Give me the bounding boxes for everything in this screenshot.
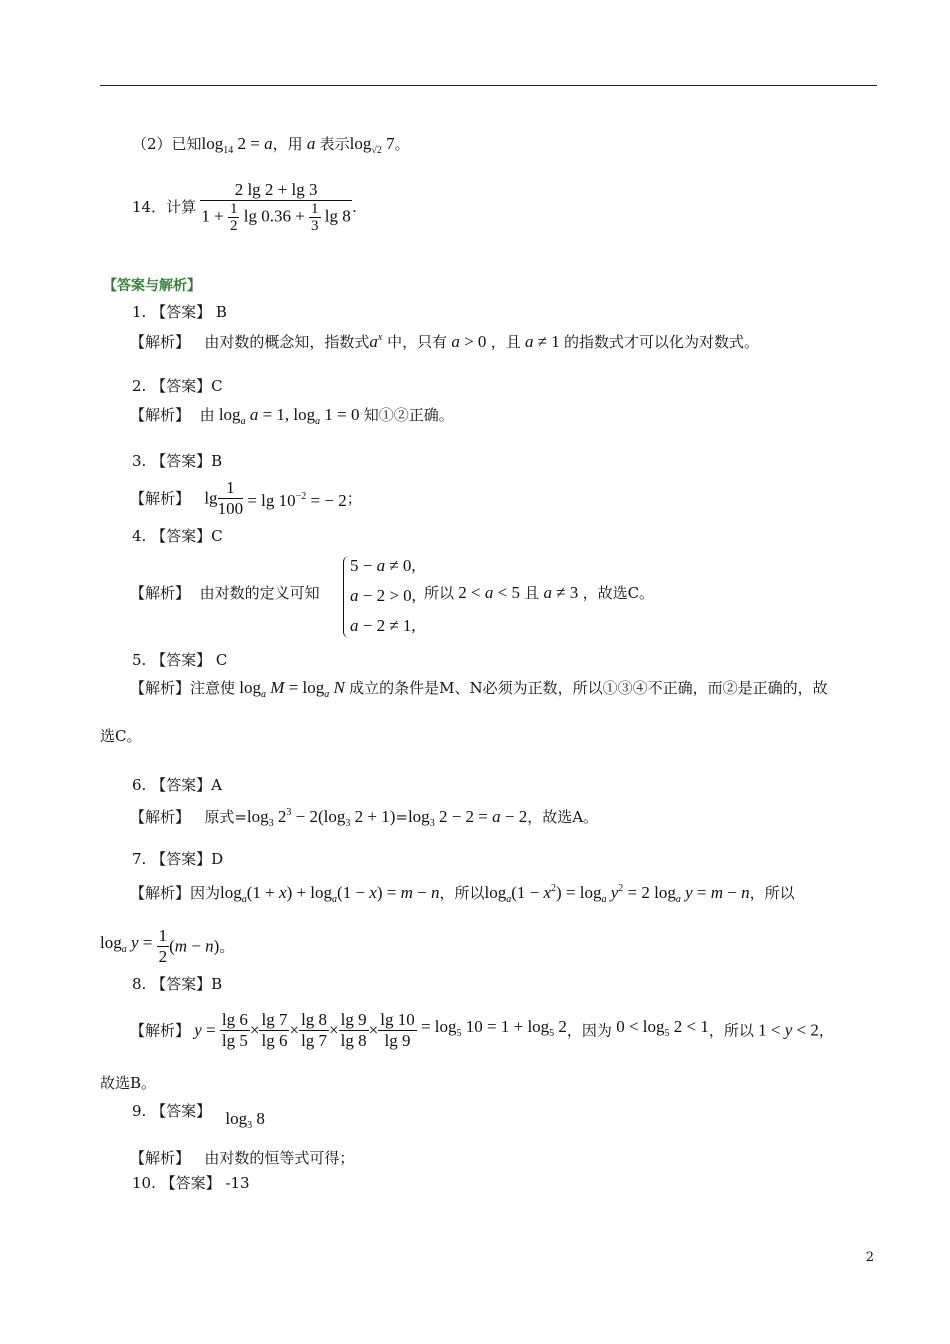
- analysis-6: 【解析】 原式$=\log_3$ $2^3 - 2(\log_3$ $2 + 1)=\log_3$ 2 − 2 = a − 2，故选A。: [130, 807, 599, 829]
- problem-14: 14．计算 2 lg 2 + lg 3 1 + $\frac{1}{2}$ lg 0.36 + $\frac{1}{3}$ lg 8 .: [132, 180, 357, 234]
- answer-9: 9. 【答案】 $\log_3 8$: [132, 1102, 265, 1131]
- analysis-4: 【解析】 由对数的定义可知: [130, 584, 320, 602]
- answer-7: 7. 【答案】D: [132, 850, 224, 868]
- answer-4: 4. 【答案】C: [132, 527, 223, 545]
- analysis-4-conclusion: 所以 2 < a < 5 且 a ≠ 3 ，故选C。: [424, 583, 655, 602]
- system-brace: [343, 556, 350, 638]
- system-line-1: 5 − a ≠ 0,: [350, 556, 416, 575]
- analysis-8-cont: 故选B。: [100, 1074, 157, 1092]
- analysis-5-cont: 选C。: [100, 727, 142, 745]
- analysis-7: 【解析】因为$\log_a(1 + x) + \log_a(1 - x) = m - n$，所以$\log_a(1 - x^2) = \log_a y^2 = 2$ $\log_a y = m - n$，所以: [130, 883, 795, 905]
- header-rule: [100, 85, 877, 86]
- answer-1: 1. 【答案】 B: [132, 303, 227, 321]
- answer-2: 2. 【答案】C: [132, 377, 223, 395]
- section-title: 【答案与解析】: [103, 278, 201, 294]
- system-line-3: a − 2 ≠ 1,: [350, 616, 416, 635]
- answer-10: 10. 【答案】 -13: [132, 1174, 250, 1192]
- answer-5: 5. 【答案】 C: [132, 651, 228, 669]
- analysis-3: 【解析】 lg $\frac{1}{100}$ = $\lg 10^{-2}$ = − 2；: [130, 478, 362, 518]
- system-line-2: a − 2 > 0,: [350, 586, 416, 605]
- analysis-2: 【解析】 由 $\log_a a = 1$, $\log_a 1 = 0$ 知①②正确。: [130, 405, 454, 427]
- analysis-7-cont: $\log_a y$ = $\frac{1}{2}$ (m − n)。: [100, 926, 235, 966]
- analysis-9: 【解析】 由对数的恒等式可得；: [130, 1149, 355, 1167]
- answer-3: 3. 【答案】B: [132, 452, 223, 470]
- answer-8: 8. 【答案】B: [132, 975, 223, 993]
- page-number: 2: [865, 1250, 874, 1265]
- answer-6: 6. 【答案】A: [132, 776, 222, 794]
- analysis-8: 【解析】 y = $\frac{\lg 6}{\lg 5}$ × $\frac{\lg 7}{\lg 6}$ × $\frac{\lg 8}{\lg 7}$ × $\frac{\lg 9}{\lg 8}$ × $\frac{\lg 10}{\lg 9}$ = $\log_5 10 = 1 + \log_5 2$，因为 $0 < \log_5 2 < 1$，所以 1 < y < 2，: [130, 1010, 834, 1050]
- analysis-1: 【解析】 由对数的概念知，指数式$a^x$ 中，只有 a > 0 ，且 a ≠ 1 的指数式才可以化为对数式。: [130, 332, 760, 351]
- analysis-5: 【解析】注意使 $\log_a M = \log_a N$ 成立的条件是M、N必须为正数，所以①③④不正确，而②是正确的，故: [130, 678, 828, 700]
- problem-13-2: （2）已知$\log_{14} 2 = a$，用 a 表示$\log_{√2} 7$。: [132, 134, 410, 156]
